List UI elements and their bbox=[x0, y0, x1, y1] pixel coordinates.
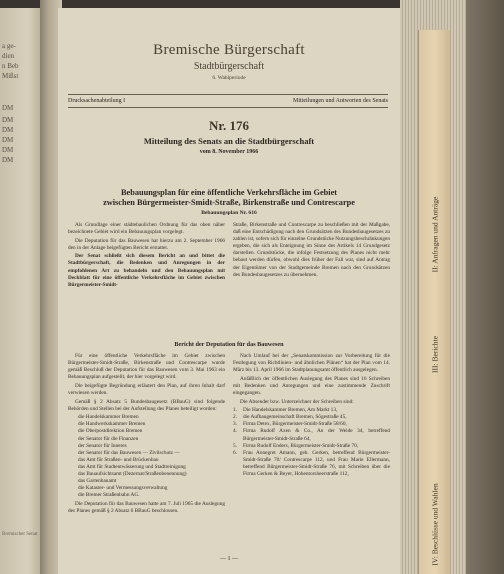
election-period: 6. Wahlperiode bbox=[212, 75, 246, 81]
book-spine bbox=[466, 0, 504, 574]
agency-list bbox=[68, 414, 225, 499]
report-heading: Bericht der Deputation für das Bauwesen bbox=[174, 341, 284, 348]
paragraph: Anläßlich der öffentlichen Auslegung des Planes sind 16 Schreiben mit Bedenken und Anregungen und eine zustimmende Zuschrift eingegangen. bbox=[233, 375, 390, 396]
document-number: Nr. 176 bbox=[209, 118, 249, 133]
list-item bbox=[233, 443, 390, 450]
item-number: 6. bbox=[233, 449, 237, 456]
section-label: Drucksachenabteilung I bbox=[68, 98, 126, 104]
list-item: das Gartenbauamt bbox=[78, 478, 117, 485]
left-fragment: DM bbox=[2, 156, 14, 164]
tab-label-anfragen: II: Anfragen und Anträge bbox=[430, 196, 440, 273]
left-fragment: dien bbox=[2, 52, 15, 60]
plan-title-line: zwischen Bürgermeister-Smidt-Straße, Birkenstraße und Contrescarpe bbox=[103, 198, 355, 207]
tab-label-beschluesse: IV: Beschlüsse und Wahlen bbox=[430, 483, 440, 566]
paragraph: Die Absender bzw. Unterzeichner der Schreiben sind: bbox=[240, 398, 354, 405]
header-rule bbox=[68, 94, 388, 95]
list-item: die Oberpostdirektion Bremen bbox=[78, 428, 143, 435]
register-tab[interactable] bbox=[418, 30, 450, 574]
list-item: der Senator für die Finanzen bbox=[78, 435, 139, 442]
document-title: Mitteilung des Senats an die Stadtbürgerschaft bbox=[143, 136, 315, 146]
tab-label-berichte: III: Berichte bbox=[430, 336, 440, 373]
left-fragment: DM bbox=[2, 146, 14, 154]
item-text: Frau Annegret Amann, geb. Gerken, betreffend Bürgermeister-Smidt-Straße 70/ Contrescarpe 112, und Frau Marie Ellermann, betreffend Bürgermeister-Smidt-Straße 76, mit Schreiben über die Firma Gerken & Beyer, Hohentorsheerstraße 112, bbox=[243, 449, 390, 477]
header-rule bbox=[68, 107, 388, 108]
left-facing-page bbox=[0, 8, 40, 574]
paragraph: Die Deputation für das Bauwesen hat hierzu am 2. September 1966 den in der Anlage beigefügten Bericht erstattet. bbox=[68, 237, 225, 251]
left-fragment: n Beb bbox=[2, 62, 19, 70]
left-fragment: DM bbox=[2, 104, 14, 112]
masthead bbox=[58, 42, 400, 81]
left-footer: Bremischer Senat bbox=[2, 532, 38, 537]
plan-title-line: Bebauungsplan für eine öffentliche Verkehrsfläche im Gebiet bbox=[120, 188, 338, 197]
list-item: das Amt für Stadtentwässerung und Stadtreinigung bbox=[78, 463, 186, 470]
list-item bbox=[233, 428, 390, 442]
list-item: das Amt für Straßen- und Brückenbau bbox=[78, 456, 159, 463]
paragraph: Die beigefügte Begründung erläutert den Plan, auf ihren Inhalt darf verwiesen werden. bbox=[68, 382, 225, 396]
item-text: Die Handelskammer Bremen, Am Markt 13, bbox=[243, 407, 338, 414]
item-text: Firma Detex, Bürgermeister-Smidt-Straße 58/60, bbox=[243, 421, 347, 428]
plan-title bbox=[58, 188, 400, 208]
page-number: — 1 — bbox=[220, 556, 238, 562]
paragraph: Als Grundlage einer städtebaulichen Ordnung für das oben näher bezeichnete Gebiet wird ein Bebauungsplan vorgelegt. bbox=[68, 222, 225, 236]
left-fragment: Mißst bbox=[2, 72, 19, 80]
list-item: das Bauaufsichtsamt (Dezernat/Straßenbenennung) bbox=[78, 471, 187, 477]
list-item: die Handwerkskammer Bremen bbox=[78, 421, 146, 428]
list-item: der Senator für das Bauwesen — Zivilschutz — bbox=[78, 449, 180, 456]
item-text: Firma Rudolf Enders, Bürgermeister-Smidt-Straße 70, bbox=[243, 442, 359, 449]
paragraph: Nach Umlauf bei der „Senatskommission zur Vorbereitung für die Festlegung von Richtlinien- und ähnlichen Plänen“ hat der Plan vom 14. März bis 13. April 1966 im Stadtplanungsamt öffentlich ausgelegen. bbox=[233, 353, 390, 374]
left-fragment: DM bbox=[2, 116, 14, 124]
sender-list bbox=[233, 407, 390, 478]
list-item: der Senator für Inneres bbox=[78, 442, 127, 449]
left-fragment: DM bbox=[2, 126, 14, 134]
report-column-right bbox=[233, 353, 390, 478]
item-text: die Aufbaugemeinschaft Bremen, Sögestraße 45, bbox=[243, 414, 347, 421]
paragraph: Gemäß § 2 Absatz 5 Bundesbaugesetz (BBauG) sind folgende Behörden und Stellen bei der Aufstellung des Planes beteiligt worden: bbox=[68, 398, 225, 412]
paragraph: Für eine öffentliche Verkehrsfläche im Gebiet zwischen Bürgermeister-Smidt-Straße, Birkenstraße und Contrescarpe wurde gemäß Beschluß der Deputation für das Bauwesen vom 3. Mai 1963 ein Bebauungsplan aufgestellt, der hier vorgelegt wird. bbox=[68, 353, 225, 381]
report-column-left bbox=[68, 353, 225, 517]
paragraph: Die Deputation für das Bauwesen hatte am 7. Juli 1965 die Auslegung des Planes gemäß § 2 Absatz 6 BBauG beschlossen. bbox=[68, 501, 225, 515]
intro-column-left bbox=[68, 222, 225, 290]
series-label: Mitteilungen und Antworten des Senats bbox=[293, 98, 388, 104]
item-text: Firma Rudolf Axen & Co., An der Weide 34, betreffend Bürgermeister-Smidt-Straße 64, bbox=[243, 428, 390, 442]
left-fragment: DM bbox=[2, 136, 14, 144]
item-number: 5. bbox=[233, 442, 237, 449]
item-number: 4. bbox=[233, 428, 237, 435]
item-number: 1. bbox=[233, 407, 237, 414]
list-item: die Handelskammer Bremen bbox=[78, 414, 139, 421]
paragraph: Straße, Birkenstraße und Contrescarpe zu beschließen mit der Maßgabe, daß eine Entschädigung nach den Grundsätzen des Bundesbaugesetzes zu zahlen ist, sofern sich für einzelne Grundstücke Nutzungsbeschränkungen ergeben, die sich als Enteignung im Sinne des Artikels 14 Grundgesetz darstellen. Grundstücke, die infolge Festsetzung des Planes nicht mehr bebaut werden dürfen, obwohl dies früher der Fall war, sind auf Antrag der Eigentümer von der Stadtgemeinde Bremen nach den Grundsätzen des Bundesbaugesetzes zu übernehmen. bbox=[233, 222, 390, 278]
left-fragment: a ge- bbox=[2, 42, 16, 50]
paragraph: Der Senat schließt sich diesem Bericht an und bittet die Stadtbürgerschaft, die Bedenken und Anregungen in der empfohlenen Art zu behandeln und den Bebauungsplan mit Deckblatt für eine öffentliche Verkehrsfläche im Gebiet zwischen Bürgermeister-Smidt- bbox=[68, 253, 225, 288]
chamber-subtitle: Stadtbürgerschaft bbox=[193, 61, 265, 72]
parliament-title: Bremische Bürgerschaft bbox=[153, 42, 305, 58]
intro-column-right bbox=[233, 222, 390, 280]
item-number: 2. bbox=[233, 414, 237, 421]
document-date: vom 8. November 1966 bbox=[199, 149, 259, 155]
document-page bbox=[58, 8, 400, 574]
list-item bbox=[233, 450, 390, 478]
list-item: die Kataster- und Vermessungsverwaltung bbox=[78, 485, 168, 492]
plan-number: Bebauungsplan Nr. 616 bbox=[201, 210, 257, 216]
item-number: 3. bbox=[233, 421, 237, 428]
list-item: die Bremer Straßenbahn AG. bbox=[78, 492, 140, 499]
